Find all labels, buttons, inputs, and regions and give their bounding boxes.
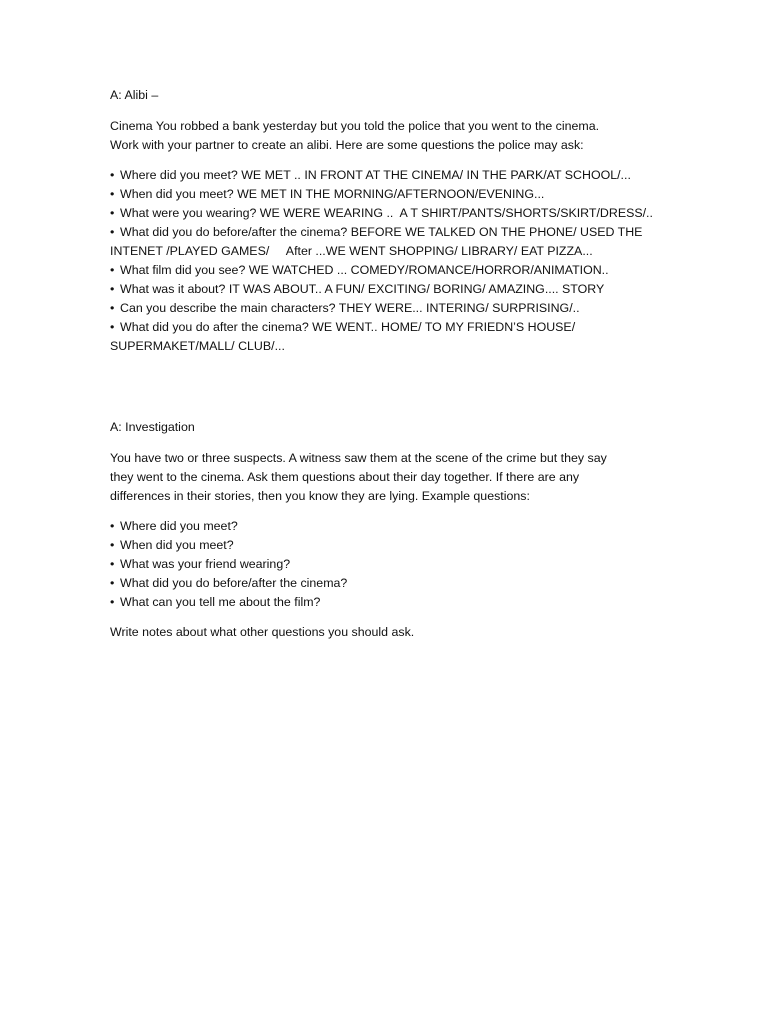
bullet-icon: • (110, 206, 115, 220)
list-item-text: What were you wearing? WE WERE WEARING .. A T SHIRT/PANTS/SHORTS/SKIRT/DRESS/.. (120, 206, 653, 220)
list-item-continuation (110, 337, 670, 356)
list-item-text: What was your friend wearing? (120, 557, 291, 571)
investigation-intro-line-3: differences in their stories, then you know they are lying. Example questions: (110, 489, 530, 503)
list-item-text: What did you do after the cinema? WE WENT.. HOME/ TO MY FRIEDN’S HOUSE/ (120, 320, 576, 334)
list-item (110, 517, 670, 536)
investigation-intro (110, 449, 670, 506)
section-spacer (110, 356, 670, 387)
list-item (110, 536, 670, 555)
list-item (110, 593, 670, 612)
list-item (110, 299, 670, 318)
document-page (110, 86, 670, 653)
alibi-intro-line-2: Work with your partner to create an alibi. Here are some questions the police may ask: (110, 138, 584, 152)
section-spacer (110, 387, 670, 418)
section-heading-investigation: A: Investigation (110, 420, 195, 434)
list-item-text: What film did you see? WE WATCHED ... COMEDY/ROMANCE/HORROR/ANIMATION.. (120, 263, 609, 277)
investigation-question-list (110, 517, 670, 612)
section-heading-alibi: A: Alibi – (110, 88, 159, 102)
list-item-text: What can you tell me about the film? (120, 595, 321, 609)
list-item-text: What did you do before/after the cinema? (120, 576, 348, 590)
list-item-text: SUPERMAKET/MALL/ CLUB/... (110, 339, 285, 353)
list-item (110, 166, 670, 185)
list-item (110, 185, 670, 204)
bullet-icon: • (110, 320, 115, 334)
list-item-text: INTENET /PLAYED GAMES/ After ...WE WENT SHOPPING/ LIBRARY/ EAT PIZZA... (110, 244, 593, 258)
section-spacer (110, 612, 670, 623)
list-item (110, 261, 670, 280)
bullet-icon: • (110, 168, 115, 182)
list-item-text: When did you meet? WE MET IN THE MORNING/AFTERNOON/EVENING... (120, 187, 545, 201)
bullet-icon: • (110, 595, 115, 609)
list-item (110, 318, 670, 337)
bullet-icon: • (110, 282, 115, 296)
list-item (110, 555, 670, 574)
list-item-text: Can you describe the main characters? THEY WERE... INTERING/ SURPRISING/.. (120, 301, 580, 315)
list-item-text: Where did you meet? (120, 519, 238, 533)
bullet-icon: • (110, 263, 115, 277)
alibi-intro-line-1: Cinema You robbed a bank yesterday but you told the police that you went to the cinema. (110, 119, 600, 133)
alibi-intro (110, 117, 670, 155)
list-item-text: What was it about? IT WAS ABOUT.. A FUN/ EXCITING/ BORING/ AMAZING.... STORY (120, 282, 605, 296)
bullet-icon: • (110, 576, 115, 590)
list-item-text: When did you meet? (120, 538, 234, 552)
list-item-text: What did you do before/after the cinema? BEFORE WE TALKED ON THE PHONE/ USED THE (120, 225, 643, 239)
list-item (110, 204, 670, 223)
list-item (110, 223, 670, 242)
list-item-text: Where did you meet? WE MET .. IN FRONT AT THE CINEMA/ IN THE PARK/AT SCHOOL/... (120, 168, 631, 182)
bullet-icon: • (110, 519, 115, 533)
investigation-intro-line-1: You have two or three suspects. A witness saw them at the scene of the crime but they say (110, 451, 607, 465)
bullet-icon: • (110, 187, 115, 201)
list-item (110, 574, 670, 593)
investigation-intro-line-2: they went to the cinema. Ask them questions about their day together. If there are any (110, 470, 580, 484)
bullet-icon: • (110, 301, 115, 315)
list-item (110, 280, 670, 299)
closing-instruction: Write notes about what other questions you should ask. (110, 625, 415, 639)
alibi-question-list (110, 166, 670, 356)
bullet-icon: • (110, 538, 115, 552)
bullet-icon: • (110, 557, 115, 571)
list-item-continuation (110, 242, 670, 261)
bullet-icon: • (110, 225, 115, 239)
